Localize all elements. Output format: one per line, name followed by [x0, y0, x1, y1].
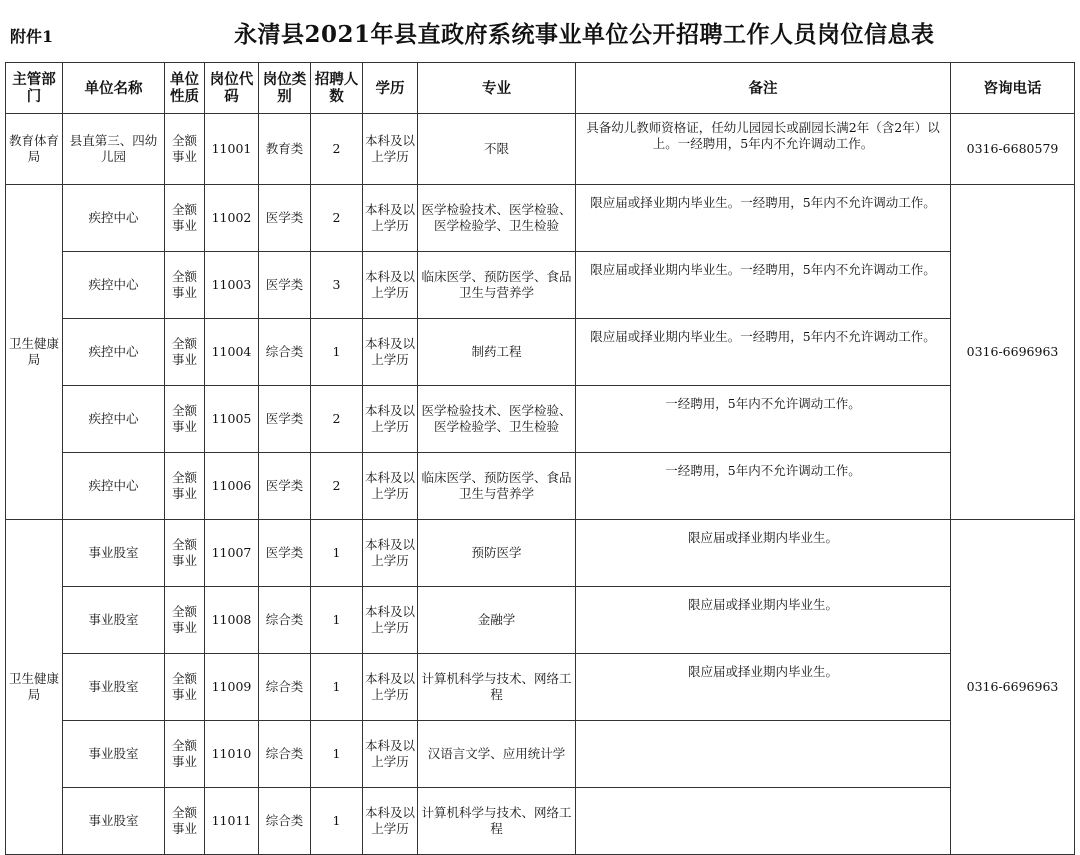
- count-cell: 2: [311, 386, 363, 453]
- unit-cell: 事业股室: [63, 520, 165, 587]
- table-row: [6, 185, 1075, 252]
- education-cell: 本科及以上学历: [363, 252, 418, 319]
- header-phone: 咨询电话: [951, 63, 1075, 114]
- category-cell: 综合类: [259, 788, 311, 855]
- table-row: [6, 252, 1075, 319]
- unit-cell: 疾控中心: [63, 252, 165, 319]
- notes-cell: [576, 721, 951, 788]
- table-row: [6, 654, 1075, 721]
- notes-cell: [576, 788, 951, 855]
- header-nature: 单位性质: [165, 63, 205, 114]
- code-cell: 11001: [205, 114, 259, 185]
- header-education: 学历: [363, 63, 418, 114]
- code-cell: 11010: [205, 721, 259, 788]
- dept-cell: 卫生健康局: [6, 520, 63, 855]
- table-row: [6, 520, 1075, 587]
- major-cell: 医学检验技术、医学检验、医学检验学、卫生检验: [418, 386, 576, 453]
- code-cell: 11006: [205, 453, 259, 520]
- education-cell: 本科及以上学历: [363, 654, 418, 721]
- education-cell: 本科及以上学历: [363, 453, 418, 520]
- major-cell: 预防医学: [418, 520, 576, 587]
- notes-cell: 限应届或择业期内毕业生。: [576, 520, 951, 587]
- unit-cell: 疾控中心: [63, 453, 165, 520]
- table-row: [6, 319, 1075, 386]
- table-row: [6, 386, 1075, 453]
- table-row: [6, 453, 1075, 520]
- table-body: [6, 114, 1075, 855]
- phone-cell: 0316-6680579: [951, 114, 1075, 185]
- table-header-row: [6, 63, 1075, 114]
- education-cell: 本科及以上学历: [363, 788, 418, 855]
- major-cell: 临床医学、预防医学、食品卫生与营养学: [418, 252, 576, 319]
- category-cell: 综合类: [259, 721, 311, 788]
- major-cell: 金融学: [418, 587, 576, 654]
- unit-cell: 县直第三、四幼儿园: [63, 114, 165, 185]
- unit-cell: 事业股室: [63, 654, 165, 721]
- major-cell: 医学检验技术、医学检验、医学检验学、卫生检验: [418, 185, 576, 252]
- count-cell: 1: [311, 788, 363, 855]
- education-cell: 本科及以上学历: [363, 114, 418, 185]
- table-row: [6, 587, 1075, 654]
- count-cell: 3: [311, 252, 363, 319]
- education-cell: 本科及以上学历: [363, 587, 418, 654]
- education-cell: 本科及以上学历: [363, 721, 418, 788]
- nature-cell: 全额事业: [165, 520, 205, 587]
- major-cell: 临床医学、预防医学、食品卫生与营养学: [418, 453, 576, 520]
- nature-cell: 全额事业: [165, 252, 205, 319]
- nature-cell: 全额事业: [165, 788, 205, 855]
- major-cell: 汉语言文学、应用统计学: [418, 721, 576, 788]
- notes-cell: 具备幼儿教师资格证，任幼儿园园长或副园长满2年（含2年）以上。一经聘用，5年内不允许调动工作。: [576, 114, 951, 185]
- category-cell: 医学类: [259, 386, 311, 453]
- category-cell: 医学类: [259, 520, 311, 587]
- count-cell: 1: [311, 319, 363, 386]
- category-cell: 综合类: [259, 319, 311, 386]
- code-cell: 11004: [205, 319, 259, 386]
- nature-cell: 全额事业: [165, 721, 205, 788]
- education-cell: 本科及以上学历: [363, 386, 418, 453]
- count-cell: 2: [311, 185, 363, 252]
- header-count: 招聘人数: [311, 63, 363, 114]
- notes-cell: 限应届或择业期内毕业生。一经聘用，5年内不允许调动工作。: [576, 185, 951, 252]
- code-cell: 11002: [205, 185, 259, 252]
- phone-cell: 0316-6696963: [951, 520, 1075, 855]
- major-cell: 计算机科学与技术、网络工程: [418, 788, 576, 855]
- header-category: 岗位类别: [259, 63, 311, 114]
- code-cell: 11008: [205, 587, 259, 654]
- nature-cell: 全额事业: [165, 114, 205, 185]
- category-cell: 综合类: [259, 654, 311, 721]
- unit-cell: 疾控中心: [63, 319, 165, 386]
- education-cell: 本科及以上学历: [363, 319, 418, 386]
- count-cell: 1: [311, 654, 363, 721]
- dept-cell: 卫生健康局: [6, 185, 63, 520]
- unit-cell: 事业股室: [63, 587, 165, 654]
- notes-cell: 一经聘用，5年内不允许调动工作。: [576, 386, 951, 453]
- header-unit: 单位名称: [63, 63, 165, 114]
- attachment-label: 附件1: [10, 27, 54, 46]
- major-cell: 不限: [418, 114, 576, 185]
- count-cell: 1: [311, 721, 363, 788]
- count-cell: 2: [311, 453, 363, 520]
- notes-cell: 限应届或择业期内毕业生。一经聘用，5年内不允许调动工作。: [576, 252, 951, 319]
- unit-cell: 事业股室: [63, 788, 165, 855]
- category-cell: 综合类: [259, 587, 311, 654]
- dept-cell: 教育体育局: [6, 114, 63, 185]
- phone-cell: 0316-6696963: [951, 185, 1075, 520]
- major-cell: 制药工程: [418, 319, 576, 386]
- category-cell: 医学类: [259, 185, 311, 252]
- code-cell: 11011: [205, 788, 259, 855]
- nature-cell: 全额事业: [165, 319, 205, 386]
- nature-cell: 全额事业: [165, 185, 205, 252]
- header-dept: 主管部门: [6, 63, 63, 114]
- category-cell: 医学类: [259, 252, 311, 319]
- notes-cell: 一经聘用，5年内不允许调动工作。: [576, 453, 951, 520]
- notes-cell: 限应届或择业期内毕业生。: [576, 654, 951, 721]
- code-cell: 11003: [205, 252, 259, 319]
- code-cell: 11005: [205, 386, 259, 453]
- nature-cell: 全额事业: [165, 453, 205, 520]
- count-cell: 2: [311, 114, 363, 185]
- page-title: 永清县2021年县直政府系统事业单位公开招聘工作人员岗位信息表: [234, 21, 935, 48]
- count-cell: 1: [311, 587, 363, 654]
- header-notes: 备注: [576, 63, 951, 114]
- education-cell: 本科及以上学历: [363, 520, 418, 587]
- table-row: [6, 788, 1075, 855]
- notes-cell: 限应届或择业期内毕业生。一经聘用，5年内不允许调动工作。: [576, 319, 951, 386]
- code-cell: 11009: [205, 654, 259, 721]
- education-cell: 本科及以上学历: [363, 185, 418, 252]
- position-table: [5, 62, 1075, 855]
- nature-cell: 全额事业: [165, 386, 205, 453]
- major-cell: 计算机科学与技术、网络工程: [418, 654, 576, 721]
- table-row: [6, 114, 1075, 185]
- table-row: [6, 721, 1075, 788]
- header-code: 岗位代码: [205, 63, 259, 114]
- nature-cell: 全额事业: [165, 587, 205, 654]
- unit-cell: 疾控中心: [63, 386, 165, 453]
- notes-cell: 限应届或择业期内毕业生。: [576, 587, 951, 654]
- code-cell: 11007: [205, 520, 259, 587]
- header-major: 专业: [418, 63, 576, 114]
- unit-cell: 事业股室: [63, 721, 165, 788]
- unit-cell: 疾控中心: [63, 185, 165, 252]
- document-header: [0, 0, 1080, 62]
- category-cell: 教育类: [259, 114, 311, 185]
- nature-cell: 全额事业: [165, 654, 205, 721]
- count-cell: 1: [311, 520, 363, 587]
- category-cell: 医学类: [259, 453, 311, 520]
